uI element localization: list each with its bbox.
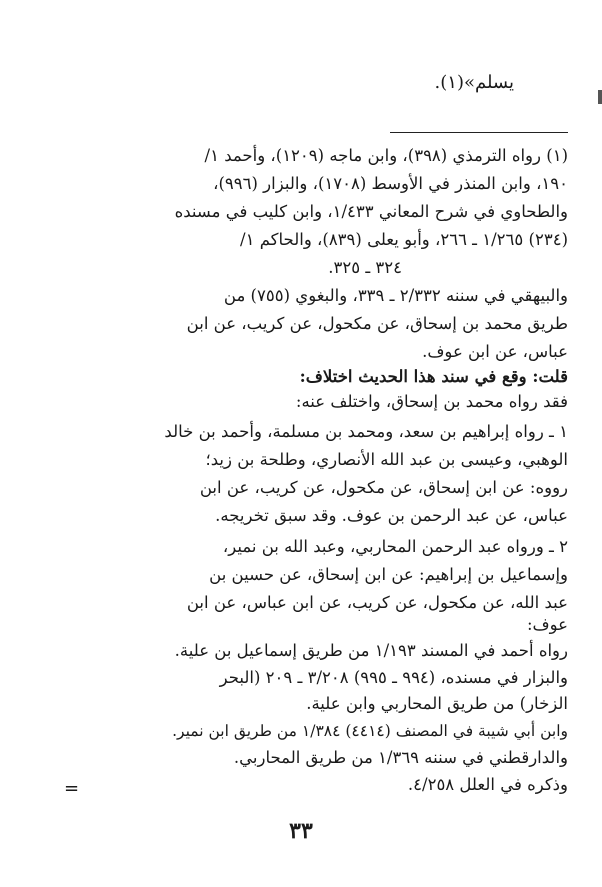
main-text-line: يسلم»(١). (434, 72, 514, 93)
footnote-line-2: ١٩٠، وابن المنذر في الأوسط (١٧٠٨)، والبزار (٩٩٦)، (213, 174, 568, 193)
footnote-line-8: عباس، عن ابن عوف. (422, 342, 568, 361)
footnote-line-18: عوف: (526, 615, 568, 634)
footnote-line-4: (٢٣٤) ١/٢٦٥ ـ ٢٦٦، وأبو يعلى (٨٣٩)، والحاكم ١/ (240, 230, 568, 249)
footnote-line-16: وإسماعيل بن إبراهيم: عن ابن إسحاق، عن حسين بن (209, 565, 568, 584)
footnote-line-21: الزخار) من طريق المحاربي وابن علية. (306, 694, 568, 713)
footnote-line-14: عباس، عن عبد الرحمن بن عوف. وقد سبق تخريجه. (215, 506, 568, 525)
page-number: ٣٣ (289, 818, 313, 844)
footnote-line-3: والطحاوي في شرح المعاني ١/٤٣٣، وابن كليب في مسنده (174, 202, 568, 221)
footnote-line-22: وابن أبي شيبة في المصنف (٤٤١٤) ١/٣٨٤ من طريق ابن نمير. (172, 722, 568, 740)
footnote-line-17: عبد الله، عن مكحول، عن كريب، عن ابن عباس، عن ابن (186, 593, 568, 612)
footnote-line-9: قلت: وقع في سند هذا الحديث اختلاف: (299, 367, 568, 386)
footnote-line-10: فقد رواه محمد بن إسحاق، واختلف عنه: (295, 392, 568, 411)
footnote-line-19: رواه أحمد في المسند ١/١٩٣ من طريق إسماعيل بن علية. (174, 641, 568, 660)
footnote-line-12: الوهبي، وعيسى بن عبد الله الأنصاري، وطلحة بن زيد؛ (205, 450, 568, 469)
footnote-line-6: والبيهقي في سننه ٢/٣٣٢ ـ ٣٣٩، والبغوي (٧٥٥) من (223, 286, 568, 305)
footnote-line-20: والبزار في مسنده، (٩٩٤ ـ ٩٩٥) ٣/٢٠٨ ـ ٢٠٩ (البحر (219, 668, 568, 687)
footnote-line-13: رووه: عن ابن إسحاق، عن مكحول، عن كريب، عن ابن (199, 478, 568, 497)
footnote-line-24: وذكره في العلل ٤/٢٥٨. (407, 775, 568, 794)
footnote-line-7: طريق محمد بن إسحاق، عن مكحول، عن كريب، عن ابن (186, 314, 568, 333)
footnote-line-11: ١ ـ رواه إبراهيم بن سعد، ومحمد بن مسلمة، وأحمد بن خالد (164, 422, 568, 441)
margin-mark: = (64, 778, 80, 799)
footnote-line-23: والدارقطني في سننه ١/٣٦٩ من طريق المحاربي. (233, 748, 568, 767)
footnote-separator (390, 132, 568, 133)
margin-tick (598, 90, 602, 104)
footnote-line-1: (١) رواه الترمذي (٣٩٨)، وابن ماجه (١٢٠٩)، وأحمد ١/ (204, 146, 568, 165)
footnote-line-15: ٢ ـ ورواه عبد الرحمن المحاربي، وعبد الله بن نمير، (222, 537, 568, 556)
footnote-line-5: ٣٢٤ ـ ٣٢٥. (328, 258, 402, 277)
